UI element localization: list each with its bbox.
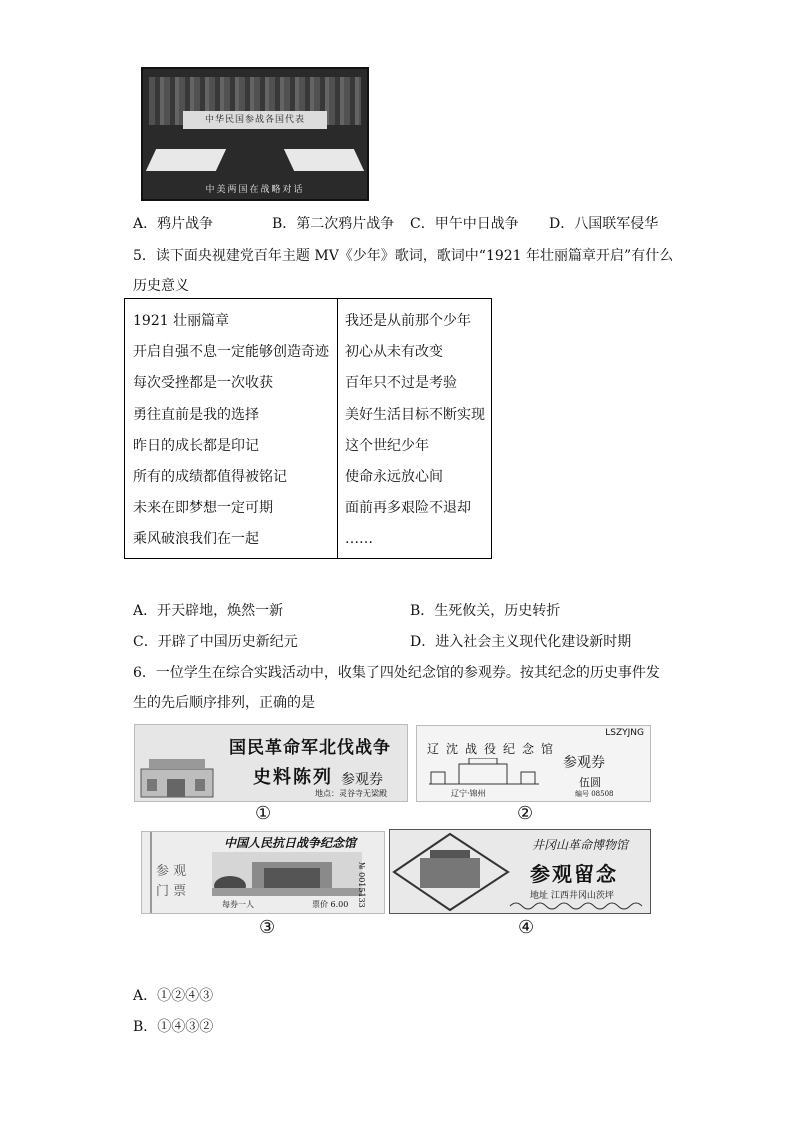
- lyric-line: 使命永远放心间: [345, 468, 443, 485]
- lyric-line: 勇往直前是我的选择: [133, 406, 259, 423]
- q5-stem-line2: 历史意义: [133, 278, 189, 294]
- q4-option-b[interactable]: B．第二次鸦片战争: [272, 216, 395, 232]
- photo-banner: 中华民国参战各国代表: [183, 111, 327, 129]
- q5-option-d[interactable]: D．进入社会主义现代化建设新时期: [410, 634, 632, 650]
- ticket1-subtitle: 史料陈列: [253, 767, 333, 788]
- q5-option-c[interactable]: C．开辟了中国历史新纪元: [133, 634, 298, 650]
- q4-option-a[interactable]: A．鸦片战争: [133, 216, 214, 232]
- ticket3-side1: 参 观: [156, 864, 187, 879]
- ticket4-address: 地址 江西井冈山茨坪: [530, 891, 614, 901]
- lyric-line: 每次受挫都是一次收获: [133, 375, 273, 392]
- ticket1-title: 国民革命军北伐战争: [229, 738, 391, 758]
- q6-option-a[interactable]: A．①②④③: [133, 988, 214, 1004]
- ticket3-serial: № 0015133: [357, 862, 366, 908]
- lyric-line: 开启自强不息一定能够创造奇迹: [133, 344, 329, 361]
- ticket2-title: 辽沈战役纪念馆: [427, 742, 561, 756]
- lyric-line: 面前再多艰险不退却: [345, 500, 471, 517]
- lyric-line: 乘风破浪我们在一起: [133, 531, 259, 548]
- ticket1-address: 地点：灵谷寺无梁殿: [315, 789, 387, 798]
- ticket-liaoshen-campaign: [416, 725, 651, 802]
- ticket2-price: 伍圆: [579, 776, 601, 789]
- q6-stem-line1: 6．一位学生在综合实践活动中，收集了四处纪念馆的参观券。按其纪念的历史事件发: [133, 665, 660, 681]
- photo-caption: 中美两国在战略对话: [205, 185, 305, 195]
- q6-stem-line2: 生的先后顺序排列，正确的是: [133, 695, 315, 711]
- lyrics-right-column: [345, 312, 485, 562]
- lyric-line: 未来在即梦想一定可期: [133, 500, 273, 517]
- lyric-line: 美好生活目标不断实现: [345, 406, 485, 423]
- ticket2-serial: 编号 08508: [575, 790, 614, 798]
- ticket-northern-expedition: [134, 724, 408, 802]
- ticket2-label: 参观券: [563, 755, 605, 771]
- ticket2-place: 辽宁·锦州: [451, 789, 486, 798]
- ticket3-number: ③: [259, 917, 276, 938]
- lyric-line: 初心从未有改变: [345, 344, 443, 361]
- ticket4-number: ④: [518, 917, 535, 938]
- lyric-line: 昨日的成长都是印记: [133, 437, 259, 454]
- ticket3-note: 每券一人: [222, 900, 254, 909]
- museum-building-illustration: [212, 852, 362, 896]
- lyrics-table: [124, 298, 492, 559]
- lyrics-left-column: [133, 312, 329, 562]
- q5-stem-line1: 5．读下面央视建党百年主题 MV《少年》歌词，歌词中“1921 年壮丽篇章开启”有什么: [133, 248, 674, 264]
- ticket3-title: 中国人民抗日战争纪念馆: [224, 836, 357, 850]
- ticket3-stub-line: [150, 832, 152, 913]
- lyric-line: 所有的成绩都值得被铭记: [133, 468, 287, 485]
- lyric-line: 1921 壮丽篇章: [133, 313, 230, 329]
- ticket3-side2: 门 票: [156, 884, 187, 899]
- lyric-line: 我还是从前那个少年: [345, 313, 471, 329]
- lyric-line: ……: [345, 531, 373, 548]
- ticket2-number: ②: [517, 803, 534, 824]
- ticket4-label: 参观留念: [530, 862, 618, 886]
- lyric-line: 百年只不过是考验: [345, 375, 457, 392]
- photo-table-left: [146, 149, 226, 171]
- memorial-hall-illustration: [429, 758, 539, 788]
- q5-option-b[interactable]: B．生死攸关，历史转折: [410, 603, 561, 619]
- ticket-anti-japanese-war: [141, 831, 385, 914]
- ticket4-title: 井冈山革命博物馆: [532, 838, 629, 852]
- lyrics-divider: [337, 299, 338, 558]
- q4-option-c[interactable]: C．甲午中日战争: [410, 216, 519, 232]
- ticket-jinggangshan-museum: [389, 829, 651, 914]
- lyric-line: 这个世纪少年: [345, 437, 429, 454]
- q5-option-a[interactable]: A．开天辟地，焕然一新: [133, 603, 284, 619]
- q6-option-b[interactable]: B．①④③②: [133, 1019, 214, 1035]
- ticket1-number: ①: [255, 803, 272, 824]
- ticket2-code: LSZYJNG: [605, 728, 644, 738]
- gate-building-illustration: [137, 749, 217, 799]
- ticket3-price: 票价 6.00: [312, 900, 349, 909]
- photo-table-right: [284, 149, 364, 171]
- q4-option-d[interactable]: D．八国联军侵华: [549, 216, 659, 232]
- ticket1-label: 参观券: [341, 772, 383, 788]
- historical-photo: [141, 67, 369, 201]
